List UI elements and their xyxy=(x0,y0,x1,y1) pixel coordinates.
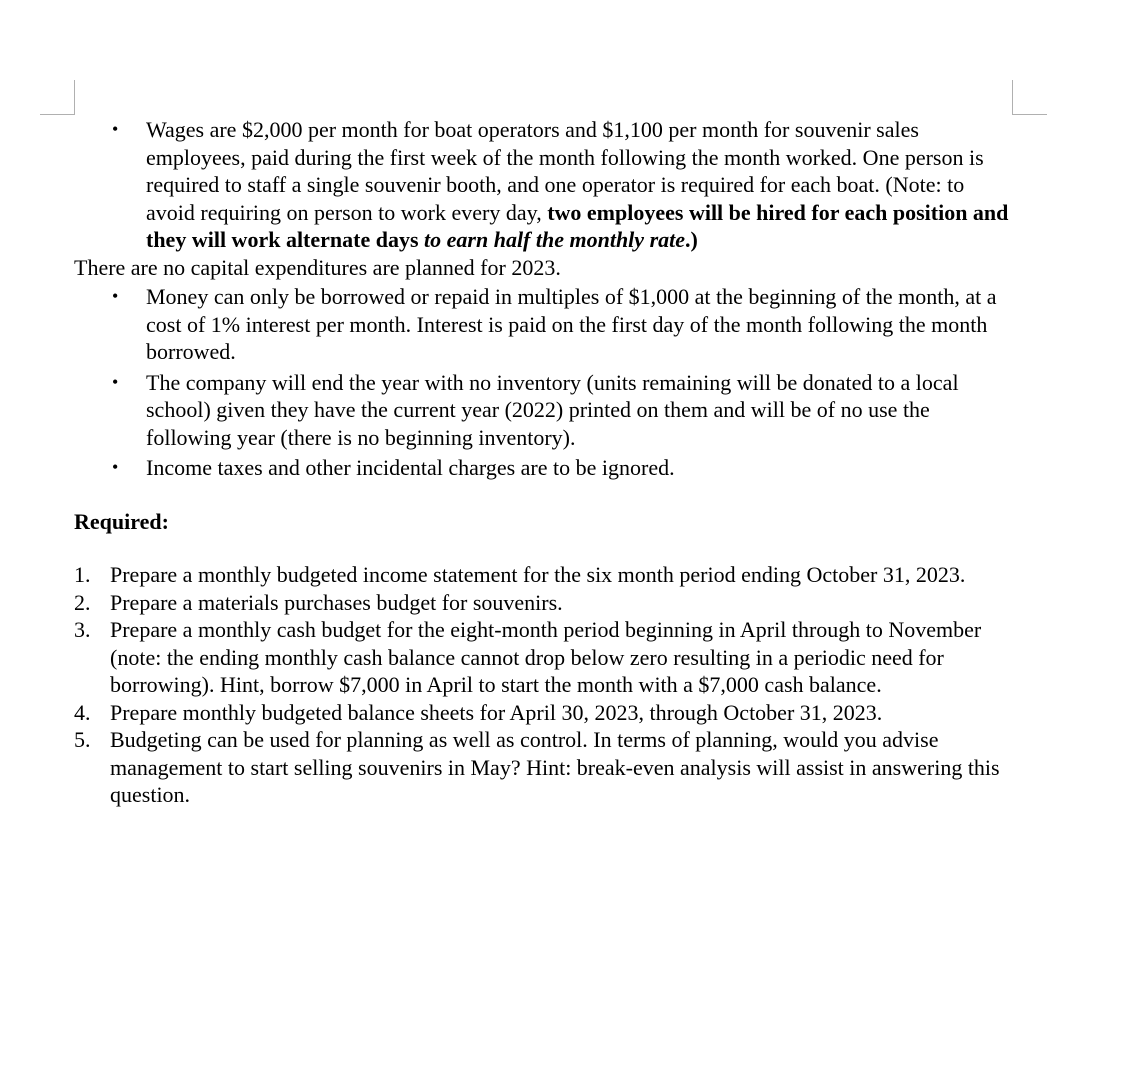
bullet-list-assumptions xyxy=(74,283,1014,482)
bullet-list-wages xyxy=(74,116,1014,254)
wages-text: Wages are $2,000 per month for boat operators and $1,100 per month for souvenir sales employees, paid during the first week of the month following the month worked. One person is required to staff a single souvenir booth, and one operator is required for each boat. (Note: to avoid requiring on person to work every day, xyxy=(146,117,984,225)
bullet-item-wages xyxy=(74,116,1014,254)
requirement-text: Prepare a monthly budgeted income statement for the six month period ending October 31, 2023. xyxy=(110,562,966,587)
requirements-list xyxy=(74,561,1014,809)
requirement-number: 1. xyxy=(74,562,91,587)
requirement-text: Prepare a materials purchases budget for souvenirs. xyxy=(110,589,563,615)
bullet-item-borrowing xyxy=(74,283,1014,366)
wages-closing: .) xyxy=(685,227,698,252)
requirement-item xyxy=(74,726,1014,809)
requirement-number: 2. xyxy=(74,589,91,615)
requirement-item xyxy=(74,699,1014,727)
requirement-number: 3. xyxy=(74,617,91,642)
page-margin-corner-left xyxy=(40,80,75,115)
requirement-item xyxy=(74,561,1014,589)
requirement-number: 4. xyxy=(74,699,91,725)
bullet-icon: • xyxy=(112,119,119,139)
bullet-text: Money can only be borrowed or repaid in multiples of $1,000 at the beginning of the month, at a cost of 1% interest per month. Interest is paid on the first day of the month following the month borrowed. xyxy=(146,284,997,364)
bullet-icon: • xyxy=(112,371,119,392)
requirement-number: 5. xyxy=(74,727,91,752)
wages-emphasis: two employees will be hired for each position and they will work alternate days xyxy=(146,199,1009,252)
page-margin-corner-right xyxy=(1012,80,1047,115)
requirement-text: Budgeting can be used for planning as well as control. In terms of planning, would you advise management to start selling souvenirs in May? Hint: break-even analysis will assist in answering this question. xyxy=(110,727,1000,807)
bullet-icon: • xyxy=(112,286,119,306)
bullet-icon: • xyxy=(112,457,119,477)
wages-emphasis-italic: to earn half the monthly rate xyxy=(424,227,686,252)
bullet-text: The company will end the year with no inventory (units remaining will be donated to a local school) given they have the current year (2022) printed on them and will be of no use the following year (there is no beginning inventory). xyxy=(146,369,959,450)
capex-note: There are no capital expenditures are planned for 2023. xyxy=(74,254,561,280)
requirement-text: Prepare monthly budgeted balance sheets for April 30, 2023, through October 31, 2023. xyxy=(110,699,883,725)
required-heading: Required: xyxy=(74,508,169,534)
requirement-item xyxy=(74,589,1014,617)
bullet-text: Income taxes and other incidental charges are to be ignored. xyxy=(146,455,675,480)
bullet-item-inventory xyxy=(74,369,1014,452)
requirement-text: Prepare a monthly cash budget for the eight-month period beginning in April through to November (note: the ending monthly cash balance cannot drop below zero resulting in a periodic need for borrowing). Hint, borrow $7,000 in April to start the month with a $7,000 cash balance. xyxy=(110,617,982,697)
requirement-item xyxy=(74,616,1014,699)
bullet-item-taxes xyxy=(74,454,1014,482)
document-body xyxy=(74,116,1014,809)
